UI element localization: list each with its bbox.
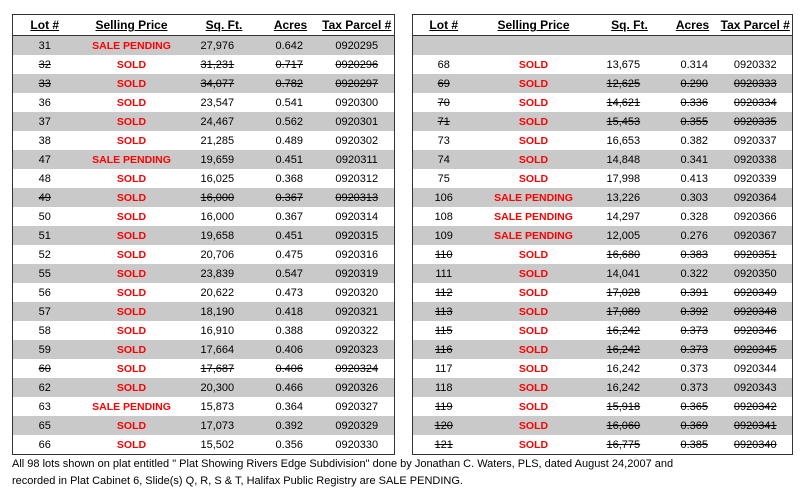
tax-parcel-cell: 0920332 (733, 58, 777, 71)
selling-price-cell: SOLD (77, 74, 187, 93)
selling-price-cell: SOLD (475, 340, 593, 359)
tax-parcel-cell: 0920330 (335, 438, 379, 451)
sqft-cell: 16,242 (606, 324, 641, 337)
sqft-cell: 16,910 (200, 324, 235, 337)
sqft-cell: 17,089 (593, 302, 667, 321)
acres-cell: 0.303 (667, 188, 719, 207)
selling-price-cell: SALE PENDING (77, 36, 187, 56)
acres-cell: 0.642 (262, 36, 320, 56)
selling-price-cell: SOLD (518, 134, 549, 147)
tax-parcel-cell: 0920333 (719, 74, 793, 93)
sqft-cell: 18,190 (187, 302, 262, 321)
tax-parcel-cell: 0920366 (733, 210, 777, 223)
tax-parcel-header: Tax Parcel # (719, 15, 793, 36)
acres-cell: 0.373 (680, 324, 709, 337)
footnote (12, 456, 792, 490)
sqft-cell: 12,625 (593, 74, 667, 93)
lot-cell: 75 (437, 172, 450, 185)
lot-cell: 49 (13, 188, 77, 207)
sqft-cell: 16,060 (593, 416, 667, 435)
tax-parcel-cell: 0920364 (719, 188, 793, 207)
sqft-cell: 13,675 (606, 58, 641, 71)
table-row (413, 36, 793, 56)
lot-cell: 116 (413, 340, 475, 359)
table-row (13, 74, 395, 93)
lot-cell: 65 (13, 416, 77, 435)
selling-price-cell: SOLD (77, 188, 187, 207)
selling-price-header: Selling Price (77, 15, 187, 36)
table-row (413, 321, 793, 340)
acres-cell: 0.341 (667, 150, 719, 169)
selling-price-cell: SOLD (116, 438, 147, 451)
acres-cell: 0.413 (680, 172, 709, 185)
lot-cell: 32 (38, 58, 51, 71)
tax-parcel-cell: 0920348 (719, 302, 793, 321)
lot-cell: 56 (38, 286, 51, 299)
lot-cell: 74 (413, 150, 475, 169)
table-row (413, 74, 793, 93)
footnote-line-2: recorded in Plat Cabinet 6, Slide(s) Q, R, S & T, Halifax Public Registry are SALE PENDING. (12, 475, 463, 487)
table-row (413, 150, 793, 169)
selling-price-cell: SOLD (475, 264, 593, 283)
table-row (13, 397, 395, 416)
lot-cell: 47 (13, 150, 77, 169)
lot-cell: 112 (434, 286, 453, 299)
sqft-cell: 20,706 (200, 248, 235, 261)
table-row (413, 188, 793, 207)
acres-cell: 0.367 (275, 210, 304, 223)
selling-price-cell: SOLD (116, 324, 147, 337)
sqft-cell: 20,300 (187, 378, 262, 397)
table-row (413, 93, 793, 112)
tax-parcel-cell: 0920329 (320, 416, 395, 435)
lot-cell: 63 (38, 400, 51, 413)
sqft-cell: 19,658 (187, 226, 262, 245)
selling-price-cell: SOLD (116, 210, 147, 223)
sqft-cell: 27,976 (187, 36, 262, 56)
table-row (13, 93, 395, 112)
sqft-cell: 12,005 (593, 226, 667, 245)
selling-price-cell: SOLD (518, 96, 549, 109)
acres-cell: 0.314 (680, 58, 709, 71)
sqft-header: Sq. Ft. (593, 15, 667, 36)
tax-parcel-cell: 0920297 (320, 74, 395, 93)
acres-cell (667, 36, 719, 56)
tax-parcel-cell: 0920300 (335, 96, 379, 109)
selling-price-cell: SOLD (475, 112, 593, 131)
tax-parcel-header: Tax Parcel # (320, 15, 395, 36)
lots-table-left (12, 14, 395, 455)
selling-price-cell: SOLD (116, 362, 147, 375)
acres-cell: 0.392 (667, 302, 719, 321)
selling-price-cell (475, 36, 593, 56)
sqft-header: Sq. Ft. (187, 15, 262, 36)
acres-cell: 0.391 (680, 286, 709, 299)
tax-parcel-cell: 0920351 (733, 248, 777, 261)
acres-cell: 0.547 (262, 264, 320, 283)
lot-cell: 33 (13, 74, 77, 93)
table-row (13, 55, 395, 74)
selling-price-cell: SOLD (475, 74, 593, 93)
acres-cell: 0.475 (275, 248, 304, 261)
lot-cell: 110 (434, 248, 453, 261)
selling-price-cell: SALE PENDING (475, 188, 593, 207)
lot-cell: 109 (413, 226, 475, 245)
lot-cell: 119 (434, 400, 453, 413)
lot-cell: 52 (38, 248, 51, 261)
selling-price-cell: SOLD (77, 226, 187, 245)
table-row (13, 302, 395, 321)
sqft-cell: 17,687 (200, 362, 235, 375)
lot-cell: 59 (13, 340, 77, 359)
table-row (413, 397, 793, 416)
selling-price-cell: SOLD (475, 302, 593, 321)
table-row (413, 112, 793, 131)
acres-cell: 0.562 (262, 112, 320, 131)
lot-cell: 38 (38, 134, 51, 147)
selling-price-cell: SALE PENDING (92, 400, 171, 413)
tax-parcel-cell: 0920345 (719, 340, 793, 359)
lot-cell: 66 (38, 438, 51, 451)
lot-cell: 73 (437, 134, 450, 147)
sqft-cell: 15,502 (200, 438, 235, 451)
lots-table-right (412, 14, 793, 455)
tax-parcel-cell: 0920341 (719, 416, 793, 435)
table-row (13, 207, 395, 226)
tax-parcel-cell: 0920301 (320, 112, 395, 131)
tax-parcel-cell: 0920322 (335, 324, 379, 337)
sqft-cell: 16,653 (606, 134, 641, 147)
table-row (13, 283, 395, 302)
tax-parcel-cell: 0920319 (320, 264, 395, 283)
acres-cell: 0.276 (667, 226, 719, 245)
table-row (413, 340, 793, 359)
table-row (13, 264, 395, 283)
lot-cell: 115 (434, 324, 453, 337)
acres-cell: 0.382 (680, 134, 709, 147)
tax-parcel-cell: 0920316 (335, 248, 379, 261)
acres-cell: 0.418 (262, 302, 320, 321)
sqft-cell: 17,664 (187, 340, 262, 359)
sqft-cell (593, 36, 667, 56)
sqft-cell: 16,242 (606, 362, 641, 375)
selling-price-cell: SALE PENDING (77, 150, 187, 169)
acres-cell: 0.383 (680, 248, 709, 261)
sqft-cell: 14,041 (593, 264, 667, 283)
tax-parcel-cell: 0920314 (335, 210, 379, 223)
table-row (413, 359, 793, 378)
table-row (13, 112, 395, 131)
table-row (413, 378, 793, 397)
acres-cell: 0.373 (667, 378, 719, 397)
acres-cell: 0.355 (667, 112, 719, 131)
table-row (413, 207, 793, 226)
selling-price-cell: SALE PENDING (494, 210, 573, 223)
tax-parcel-cell: 0920334 (733, 96, 777, 109)
lot-cell: 62 (13, 378, 77, 397)
acres-cell: 0.368 (275, 172, 304, 185)
selling-price-cell: SOLD (518, 286, 549, 299)
acres-cell: 0.406 (262, 340, 320, 359)
lot-cell: 50 (38, 210, 51, 223)
selling-price-cell: SOLD (116, 134, 147, 147)
acres-cell: 0.392 (262, 416, 320, 435)
acres-cell: 0.451 (262, 150, 320, 169)
table-row (13, 188, 395, 207)
selling-price-cell: SOLD (475, 150, 593, 169)
lot-cell: 111 (413, 264, 475, 283)
sqft-cell: 19,659 (187, 150, 262, 169)
tax-parcel-cell: 0920339 (733, 172, 777, 185)
sqft-cell: 16,025 (200, 172, 235, 185)
sqft-cell: 23,839 (187, 264, 262, 283)
sqft-cell: 15,873 (200, 400, 235, 413)
table-row (413, 55, 793, 74)
tax-parcel-cell: 0920367 (719, 226, 793, 245)
lot-cell: 48 (38, 172, 51, 185)
tax-parcel-cell: 0920344 (733, 362, 777, 375)
selling-price-cell: SOLD (518, 362, 549, 375)
lot-cell: 108 (434, 210, 453, 223)
table-row (413, 264, 793, 283)
acres-cell: 0.369 (667, 416, 719, 435)
acres-cell: 0.364 (275, 400, 304, 413)
tax-parcel-cell (719, 36, 793, 56)
tax-parcel-cell: 0920335 (719, 112, 793, 131)
table-row (13, 169, 395, 188)
selling-price-cell: SOLD (518, 400, 549, 413)
table-row (13, 245, 395, 264)
acres-cell: 0.322 (667, 264, 719, 283)
acres-cell: 0.466 (262, 378, 320, 397)
acres-cell: 0.717 (275, 58, 304, 71)
tax-parcel-cell: 0920349 (733, 286, 777, 299)
acres-cell: 0.782 (262, 74, 320, 93)
lot-cell: 57 (13, 302, 77, 321)
lot-cell: 37 (13, 112, 77, 131)
selling-price-cell: SOLD (77, 340, 187, 359)
table-row (413, 283, 793, 302)
sqft-cell: 24,467 (187, 112, 262, 131)
acres-cell: 0.473 (275, 286, 304, 299)
sqft-cell: 17,998 (606, 172, 641, 185)
selling-price-cell: SOLD (116, 248, 147, 261)
table-row (413, 226, 793, 245)
acres-cell: 0.373 (667, 340, 719, 359)
selling-price-cell: SOLD (116, 96, 147, 109)
table-row (413, 245, 793, 264)
tax-parcel-cell: 0920342 (733, 400, 777, 413)
lot-cell: 106 (413, 188, 475, 207)
lot-cell: 71 (413, 112, 475, 131)
selling-price-cell: SOLD (116, 172, 147, 185)
lot-cell: 117 (434, 362, 453, 375)
table-row (13, 340, 395, 359)
lot-cell: 55 (13, 264, 77, 283)
sqft-cell: 34,077 (187, 74, 262, 93)
acres-cell: 0.365 (680, 400, 709, 413)
tax-parcel-cell: 0920338 (719, 150, 793, 169)
table-row (13, 435, 395, 455)
acres-header: Acres (262, 15, 320, 36)
sqft-cell: 15,453 (593, 112, 667, 131)
tax-parcel-cell: 0920321 (320, 302, 395, 321)
table-row (413, 131, 793, 150)
acres-cell: 0.290 (667, 74, 719, 93)
acres-cell: 0.356 (275, 438, 304, 451)
table-header-row (413, 15, 793, 36)
sqft-cell: 15,918 (606, 400, 641, 413)
selling-price-cell: SOLD (77, 416, 187, 435)
selling-price-header: Selling Price (475, 15, 593, 36)
table-row (13, 359, 395, 378)
tax-parcel-cell: 0920311 (320, 150, 395, 169)
selling-price-cell: SOLD (77, 112, 187, 131)
sqft-cell: 16,775 (606, 438, 641, 451)
tax-parcel-cell: 0920302 (335, 134, 379, 147)
sqft-cell: 14,297 (606, 210, 641, 223)
tax-parcel-cell: 0920295 (320, 36, 395, 56)
tax-parcel-cell: 0920296 (335, 58, 379, 71)
selling-price-cell: SOLD (77, 264, 187, 283)
acres-cell: 0.489 (275, 134, 304, 147)
lot-cell: 31 (13, 36, 77, 56)
footnote-line-1: All 98 lots shown on plat entitled " Plat Showing Rivers Edge Subdivision" done by Jonathan C. Waters, PLS, dated August 24,2007 and (12, 458, 674, 470)
table-row (13, 321, 395, 340)
sqft-cell: 23,547 (200, 96, 235, 109)
acres-cell: 0.328 (680, 210, 709, 223)
selling-price-cell: SOLD (77, 302, 187, 321)
lot-cell: 70 (437, 96, 450, 109)
table-row (13, 416, 395, 435)
acres-cell: 0.385 (680, 438, 709, 451)
selling-price-cell: SALE PENDING (475, 226, 593, 245)
tax-parcel-cell: 0920337 (733, 134, 777, 147)
lot-cell: 58 (38, 324, 51, 337)
acres-cell: 0.388 (275, 324, 304, 337)
lot-header: Lot # (13, 15, 77, 36)
selling-price-cell: SOLD (475, 416, 593, 435)
lot-cell: 121 (434, 438, 453, 451)
tax-parcel-cell: 0920343 (719, 378, 793, 397)
tax-parcel-cell: 0920346 (733, 324, 777, 337)
sqft-cell: 21,285 (200, 134, 235, 147)
sqft-cell: 14,848 (593, 150, 667, 169)
table-row (413, 302, 793, 321)
table-row (13, 36, 395, 56)
sqft-cell: 31,231 (200, 58, 235, 71)
tax-parcel-cell: 0920323 (320, 340, 395, 359)
lot-cell: 69 (413, 74, 475, 93)
lot-cell: 113 (413, 302, 475, 321)
sqft-cell: 16,242 (593, 340, 667, 359)
sqft-cell: 16,000 (187, 188, 262, 207)
tax-parcel-cell: 0920313 (320, 188, 395, 207)
sqft-cell: 16,680 (606, 248, 641, 261)
selling-price-cell: SOLD (475, 378, 593, 397)
selling-price-cell: SOLD (77, 378, 187, 397)
table-row (13, 226, 395, 245)
acres-cell: 0.541 (275, 96, 304, 109)
tax-parcel-cell: 0920350 (719, 264, 793, 283)
lot-cell: 120 (413, 416, 475, 435)
table-row (413, 435, 793, 455)
sqft-cell: 13,226 (593, 188, 667, 207)
selling-price-cell: SOLD (518, 248, 549, 261)
acres-cell: 0.367 (262, 188, 320, 207)
tax-parcel-cell: 0920327 (335, 400, 379, 413)
sqft-cell: 14,621 (606, 96, 641, 109)
table-row (413, 416, 793, 435)
selling-price-cell: SOLD (518, 324, 549, 337)
selling-price-cell: SOLD (518, 438, 549, 451)
lot-cell: 118 (413, 378, 475, 397)
table-row (13, 378, 395, 397)
table-header-row (13, 15, 395, 36)
sqft-cell: 16,242 (593, 378, 667, 397)
sqft-cell: 17,028 (606, 286, 641, 299)
acres-cell: 0.336 (680, 96, 709, 109)
selling-price-cell: SOLD (518, 172, 549, 185)
acres-header: Acres (667, 15, 719, 36)
lot-cell: 68 (437, 58, 450, 71)
acres-cell: 0.451 (262, 226, 320, 245)
sqft-cell: 20,622 (200, 286, 235, 299)
table-row (413, 169, 793, 188)
tax-parcel-cell: 0920312 (335, 172, 379, 185)
lot-cell: 51 (13, 226, 77, 245)
tax-parcel-cell: 0920320 (335, 286, 379, 299)
acres-cell: 0.373 (680, 362, 709, 375)
selling-price-cell: SOLD (518, 58, 549, 71)
lot-header: Lot # (413, 15, 475, 36)
sqft-cell: 17,073 (187, 416, 262, 435)
tax-parcel-cell: 0920315 (320, 226, 395, 245)
tax-parcel-cell: 0920326 (320, 378, 395, 397)
selling-price-cell: SOLD (116, 58, 147, 71)
tax-parcel-cell: 0920340 (733, 438, 777, 451)
tax-parcel-cell: 0920324 (335, 362, 379, 375)
lot-cell (413, 36, 475, 56)
table-row (13, 150, 395, 169)
selling-price-cell: SOLD (116, 286, 147, 299)
lot-cell: 36 (38, 96, 51, 109)
sqft-cell: 16,000 (200, 210, 235, 223)
lot-cell: 60 (38, 362, 51, 375)
table-row (13, 131, 395, 150)
acres-cell: 0.406 (275, 362, 304, 375)
